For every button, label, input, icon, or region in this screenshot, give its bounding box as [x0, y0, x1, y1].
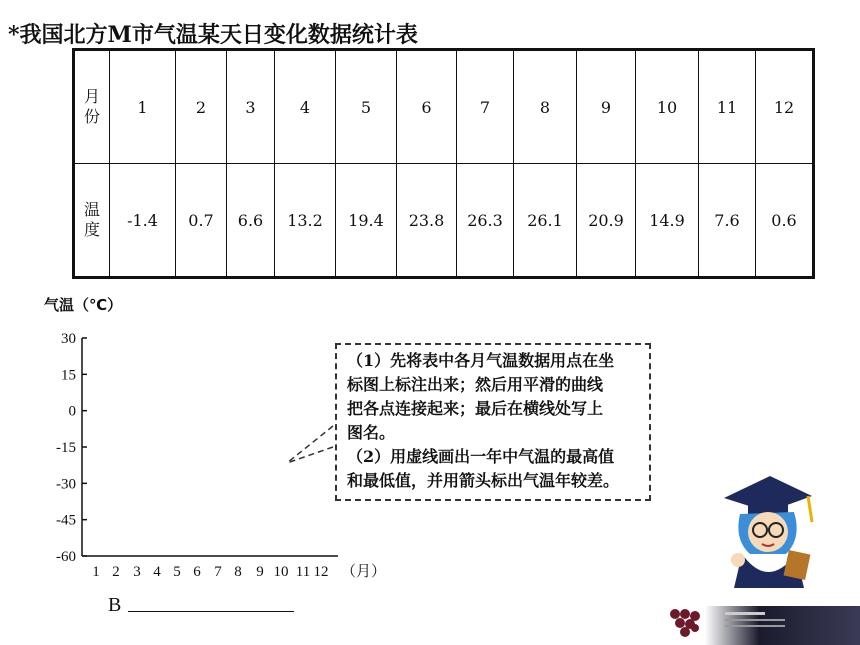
x-tick-label: 7	[214, 564, 222, 580]
month-cell: 6	[397, 50, 457, 164]
temp-cell: 0.6	[756, 164, 814, 278]
x-tick-label: 2	[112, 564, 120, 580]
row-header-month-1: 月	[83, 87, 100, 106]
temp-cell: 7.6	[699, 164, 756, 278]
chart-name-label: B	[108, 594, 122, 616]
callout-line: （1）先将表中各月气温数据用点在坐	[347, 351, 615, 370]
y-tick-label: 30	[61, 331, 76, 347]
month-cell: 7	[457, 50, 514, 164]
temp-cell: 14.9	[636, 164, 699, 278]
callout-leader-line	[287, 447, 333, 463]
y-axis-title: 气温（℃）	[44, 296, 123, 314]
callout-line: 和最低值，并用箭头标出气温年较差。	[347, 471, 620, 490]
callout-line: 把各点连接起来；最后在横线处写上	[347, 399, 604, 418]
row-header-temp-1: 温	[83, 200, 100, 219]
month-cell: 4	[275, 50, 336, 164]
y-tick-label: 0	[68, 403, 76, 420]
month-cell: 10	[636, 50, 699, 164]
month-cell: 9	[577, 50, 636, 164]
page-title: *我国北方M市气温某天日变化数据统计表	[8, 22, 418, 48]
x-tick-label: 6	[193, 564, 201, 580]
temp-cell: 26.3	[457, 164, 514, 278]
x-tick-label: 10	[273, 564, 289, 580]
month-cell: 1	[110, 50, 176, 164]
scholar-mascot-icon	[712, 470, 822, 588]
row-header-month-2: 份	[83, 107, 100, 126]
x-tick-label: 12	[313, 564, 329, 580]
temp-cell: 23.8	[397, 164, 457, 278]
y-tick-label: -60	[56, 549, 76, 565]
callout-line: 图名。	[347, 423, 396, 442]
x-ticks	[92, 564, 328, 580]
x-tick-label: 5	[173, 564, 181, 580]
instruction-callout	[335, 343, 651, 501]
month-cell: 3	[227, 50, 275, 164]
x-tick-label: 11	[295, 564, 311, 580]
temp-cell: 13.2	[275, 164, 336, 278]
y-tick-label: -15	[56, 440, 76, 456]
x-tick-label: 9	[256, 564, 264, 580]
x-tick-label: 8	[234, 564, 242, 580]
y-tick-label: -30	[56, 476, 76, 493]
y-tick-label: 15	[61, 367, 76, 384]
axis-lines	[82, 338, 338, 556]
x-tick-label: 1	[92, 564, 100, 580]
callout-line: （2）用虚线画出一年中气温的最高值	[347, 447, 615, 466]
temp-cell: 20.9	[577, 164, 636, 278]
footer-grapes-banner-icon	[655, 598, 860, 645]
month-cell: 8	[514, 50, 577, 164]
x-axis-title: （月）	[341, 564, 387, 580]
temp-cell: 26.1	[514, 164, 577, 278]
x-tick-label: 4	[153, 564, 161, 580]
callout-line: 标图上标注出来；然后用平滑的曲线	[347, 375, 604, 394]
temp-cell: 6.6	[227, 164, 275, 278]
temp-cell: 0.7	[176, 164, 227, 278]
y-tick-label: -45	[56, 512, 76, 529]
month-cell: 12	[756, 50, 814, 164]
row-header-temp-2: 度	[83, 220, 100, 239]
month-cell: 2	[176, 50, 227, 164]
month-cell: 11	[699, 50, 756, 164]
x-tick-label: 3	[133, 564, 141, 580]
chart-name-answer-line	[128, 611, 294, 612]
temp-cell: 19.4	[336, 164, 397, 278]
temp-cell: -1.4	[110, 164, 176, 278]
callout-leader-line	[287, 426, 333, 463]
month-cell: 5	[336, 50, 397, 164]
